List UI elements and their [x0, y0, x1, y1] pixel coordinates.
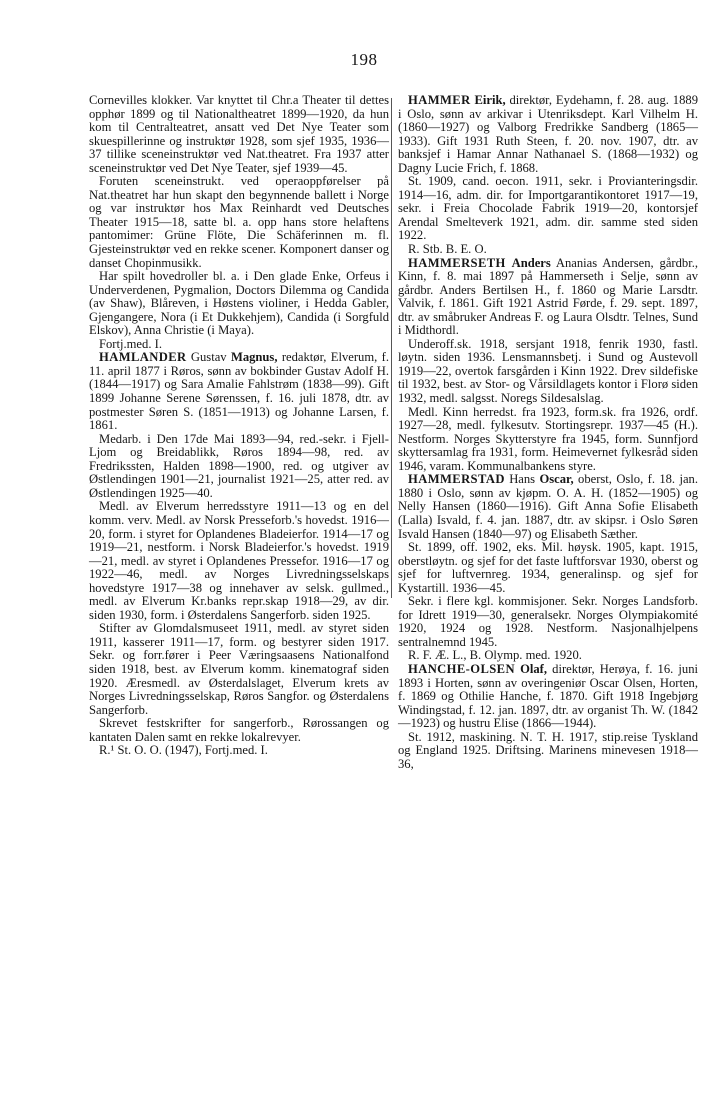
paragraph: Skrevet festskrifter for sangerforb., Rørossangen og kantaten Dalen samt en rekke lokalrevyer. — [89, 716, 389, 744]
paragraph: R. Stb. B. E. O. — [408, 242, 487, 257]
entry-surname: HAMLANDER — [99, 350, 187, 365]
entry-given-name: Hans — [509, 472, 536, 487]
paragraph: Stifter av Glomdalsmuseet 1911, medl. av styret siden 1911, kasserer 1911—17, form. og bestyrer siden 1917. Sekr. og forr.fører i Peer Væringsaasens Nationalfond siden 1918, best. av Elverum komm. kinematograf siden 1920. Æresmedl. av Østerdalslaget, Elverum krets av Norges Livredningsselskap, Røros Sangfor. og Østerdalens Sangerforb. — [89, 621, 389, 717]
entry-text: redaktør, Elverum, f. 11. april 1877 i Røros, sønn av bokbinder Gustav Adolf H. (1844—1917) og Sara Amalie Fahlstrøm (1838—99). Gift 1899 Johanne Serene Sørenssen, f. 16. juli 1878, dtr. av postmester Søren S. (1851—1913) og Johanne Larsen, f. 1861. — [89, 350, 389, 433]
paragraph: R. F. Æ. L., B. Olymp. med. 1920. — [408, 648, 582, 663]
entry-given-name: Gustav — [190, 350, 227, 365]
paragraph: Sekr. i flere kgl. kommisjoner. Sekr. Norges Landsforb. for Idrett 1919—30, generalsekr. Norges Olympiakomité 1920, 1924 og 1928. Nestform. Nasjonalhjelpens sentralnemnd 1945. — [398, 594, 698, 649]
paragraph: Medl. Kinn herredst. fra 1923, form.sk. fra 1926, ordf. 1927—28, medl. fylkesutv. Stortingsrepr. 1937—45 (H.). Nestform. Norges Skytterstyre fra 1945, form. Sunnfjord skyttersamlag fra 1931, form. Heimevernet fylkesråd siden 1946, varam. Kommunalbankens styre. — [398, 404, 698, 473]
paragraph: St. 1899, off. 1902, eks. Mil. høysk. 1905, kapt. 1915, oberstløytn. og sjef for det faste luftforsvar 1930, oberst og sjef for luftvernreg. 1934, generalinsp. og sjef for Kystartill. 1936—45. — [398, 540, 698, 595]
biography-entry — [398, 473, 698, 541]
paragraph: St. 1909, cand. oecon. 1911, sekr. i Provianteringsdir. 1914—16, adm. dir. for Importgarantikontoret 1917—19, sekr. i Freia Chocolade Fabrik 1919—20, kontorsjef Arendal Smelteverk 1921, adm. dir. samme sted siden 1922. — [398, 174, 698, 243]
column-divider — [391, 98, 392, 598]
page-number: 198 — [350, 50, 378, 69]
paragraph: Foruten sceneinstrukt. ved operaoppførelser på Nat.theatret har hun skapt den begynnende ballett i Norge og var instruktør hos Max Reinhardt ved Deutsches Theater 1915—18, satte bl. a. opp hans store helaftens pantomimer: Grüne Flöte, Die Schäferinnen m. fl. Gjesteinstruktør ved en rekke scener. Komponert danser og danset Chopinmusikk. — [89, 174, 389, 270]
biography-entry — [398, 94, 698, 175]
biography-entry — [89, 351, 389, 432]
entry-text: Ananias Andersen, gårdbr., Kinn, f. 8. mai 1897 på Hammerseth i Selje, sønn av gårdbr. Anders Bertilsen H., f. 1860 og Marie Larsdtr. Valvik, f. 1861. Gift 1921 Astrid Førde, f. 29. sept. 1897, dtr. av småbruker Andreas F. og Laura Olsdtr. Telnes, Sund i Midthordl. — [398, 255, 698, 338]
entry-surname: HAMMER — [408, 93, 471, 107]
entry-surname: HAMMERSTAD — [408, 472, 505, 487]
entry-text: direktør, Eydehamn, f. 28. aug. 1889 i Oslo, sønn av arkivar i Utenriksdept. Karl Vilhelm H. (1860—1927) og Valborg Fredrikke Sandberg (1865—1933). Gift 1931 Ruth Steen, f. 20. nov. 1907, dtr. av banksjef i Hamar Annar Nathanael S. (1868—1932) og Dagny Lucie Frich, f. 1868. — [398, 93, 698, 175]
biography-entry — [398, 663, 698, 731]
paragraph: Underoff.sk. 1918, sersjant 1918, fenrik 1930, fastl. løytn. siden 1936. Lensmannsbetj. i Sund og Austevoll 1919—22, overtok farsgården i Kinn 1922. Drev sildefiske til 1932, best. av Stor- og Vårsildlagets kontor i Florø siden 1932, medl. salgsst. Noregs Sildesalslag. — [398, 336, 698, 406]
paragraph: Fortj.med. I. — [99, 336, 162, 351]
entry-call-name: Eirik, — [474, 93, 506, 107]
paragraph: Medarb. i Den 17de Mai 1893—94, red.-sekr. i Fjell-Ljom og Breidablikk, Røros 1894—98, red. av Fredrikssten, Halden 1898—1900, red. og utgiver av Østlendingen 1901—21, journalist 1921—25, atter red. av Østlendingen 1925—40. — [89, 431, 389, 500]
paragraph: R.¹ St. O. O. (1947), Fortj.med. I. — [99, 743, 268, 758]
paragraph: Cornevilles klokker. Var knyttet til Chr.a Theater til dettes opphør 1899 og til Nationaltheatret 1899—1920, da hun kom til Centralteatret, ansatt ved Det Nye Teater som skuespillerinne og instruktør 1928, som sjef 1935, 1936—37 tillike sceneinstruktør ved Nat.theatret. Fra 1937 atter sceneinstruktør ved Det Nye Teater, sjef 1939—45. — [89, 93, 389, 175]
entry-text: oberst, Oslo, f. 18. jan. 1880 i Oslo, sønn av kjøpm. O. A. H. (1852—1905) og Nelly Hansen (1860—1916). Gift Anna Sofie Elisabeth (Lalla) Isvald, f. 4. jan. 1887, dtr. av skipsr. i Oslo Søren Isvald Hansen (1840—97) og Elisabeth Sæther. — [398, 472, 698, 541]
entry-call-name: Magnus, — [230, 350, 278, 365]
paragraph: Har spilt hovedroller bl. a. i Den glade Enke, Orfeus i Underverdenen, Pygmalion, Doctors Dilemma og Candida (av Shaw), Blåreven, i Høstens violiner, i Hedda Gabler, Gjengangere, Nora (i Et Dukkehjem), Candida (i Sorgfuld Elskov), Anna Christie (i Maya). — [89, 269, 389, 338]
entry-call-name: Olaf, — [520, 661, 548, 676]
biography-entry — [398, 257, 698, 338]
entry-call-name: Anders — [511, 255, 551, 270]
entry-call-name: Oscar, — [539, 472, 574, 487]
entry-surname: HAMMERSETH — [408, 255, 506, 270]
paragraph: Medl. av Elverum herredsstyre 1911—13 og en del komm. verv. Medl. av Norsk Presseforb.'s hovedst. 1916—20, form. i styret for Oplandenes Bladeierfor. 1914—17 og 1919—21, nestform. i Norsk Bladeierfor.'s hovedst. 1919—21, medl. av styret i Oplandenes Pressefor. 1916—17 og 1922—46, medl. av Norges Livredningsselskaps hovedstyre 1917—38 og innehaver av selsk. gullmed., medl. av Elverum Kr.banks repr.skap 1918—29, av dir. siden 1930, form. i Østerdalens Sangerforb. siden 1925. — [89, 499, 389, 622]
entry-text: direktør, Herøya, f. 16. juni 1893 i Horten, sønn av overingeniør Oscar Olsen, Horten, f. 1869 og Othilie Hanche, f. 1870. Gift 1918 Ingebjørg Windingstad, f. 12. jan. 1897, dtr. av organist Th. W. (1842—1923) og hustru Elise (1866—1944). — [398, 661, 699, 731]
left-column — [89, 94, 389, 758]
paragraph: St. 1912, maskining. N. T. H. 1917, stip.reise Tyskland og England 1925. Driftsing. Marinens minevesen 1918—36, — [398, 729, 698, 771]
entry-surname: HANCHE-OLSEN — [408, 661, 515, 676]
right-column — [398, 94, 698, 771]
